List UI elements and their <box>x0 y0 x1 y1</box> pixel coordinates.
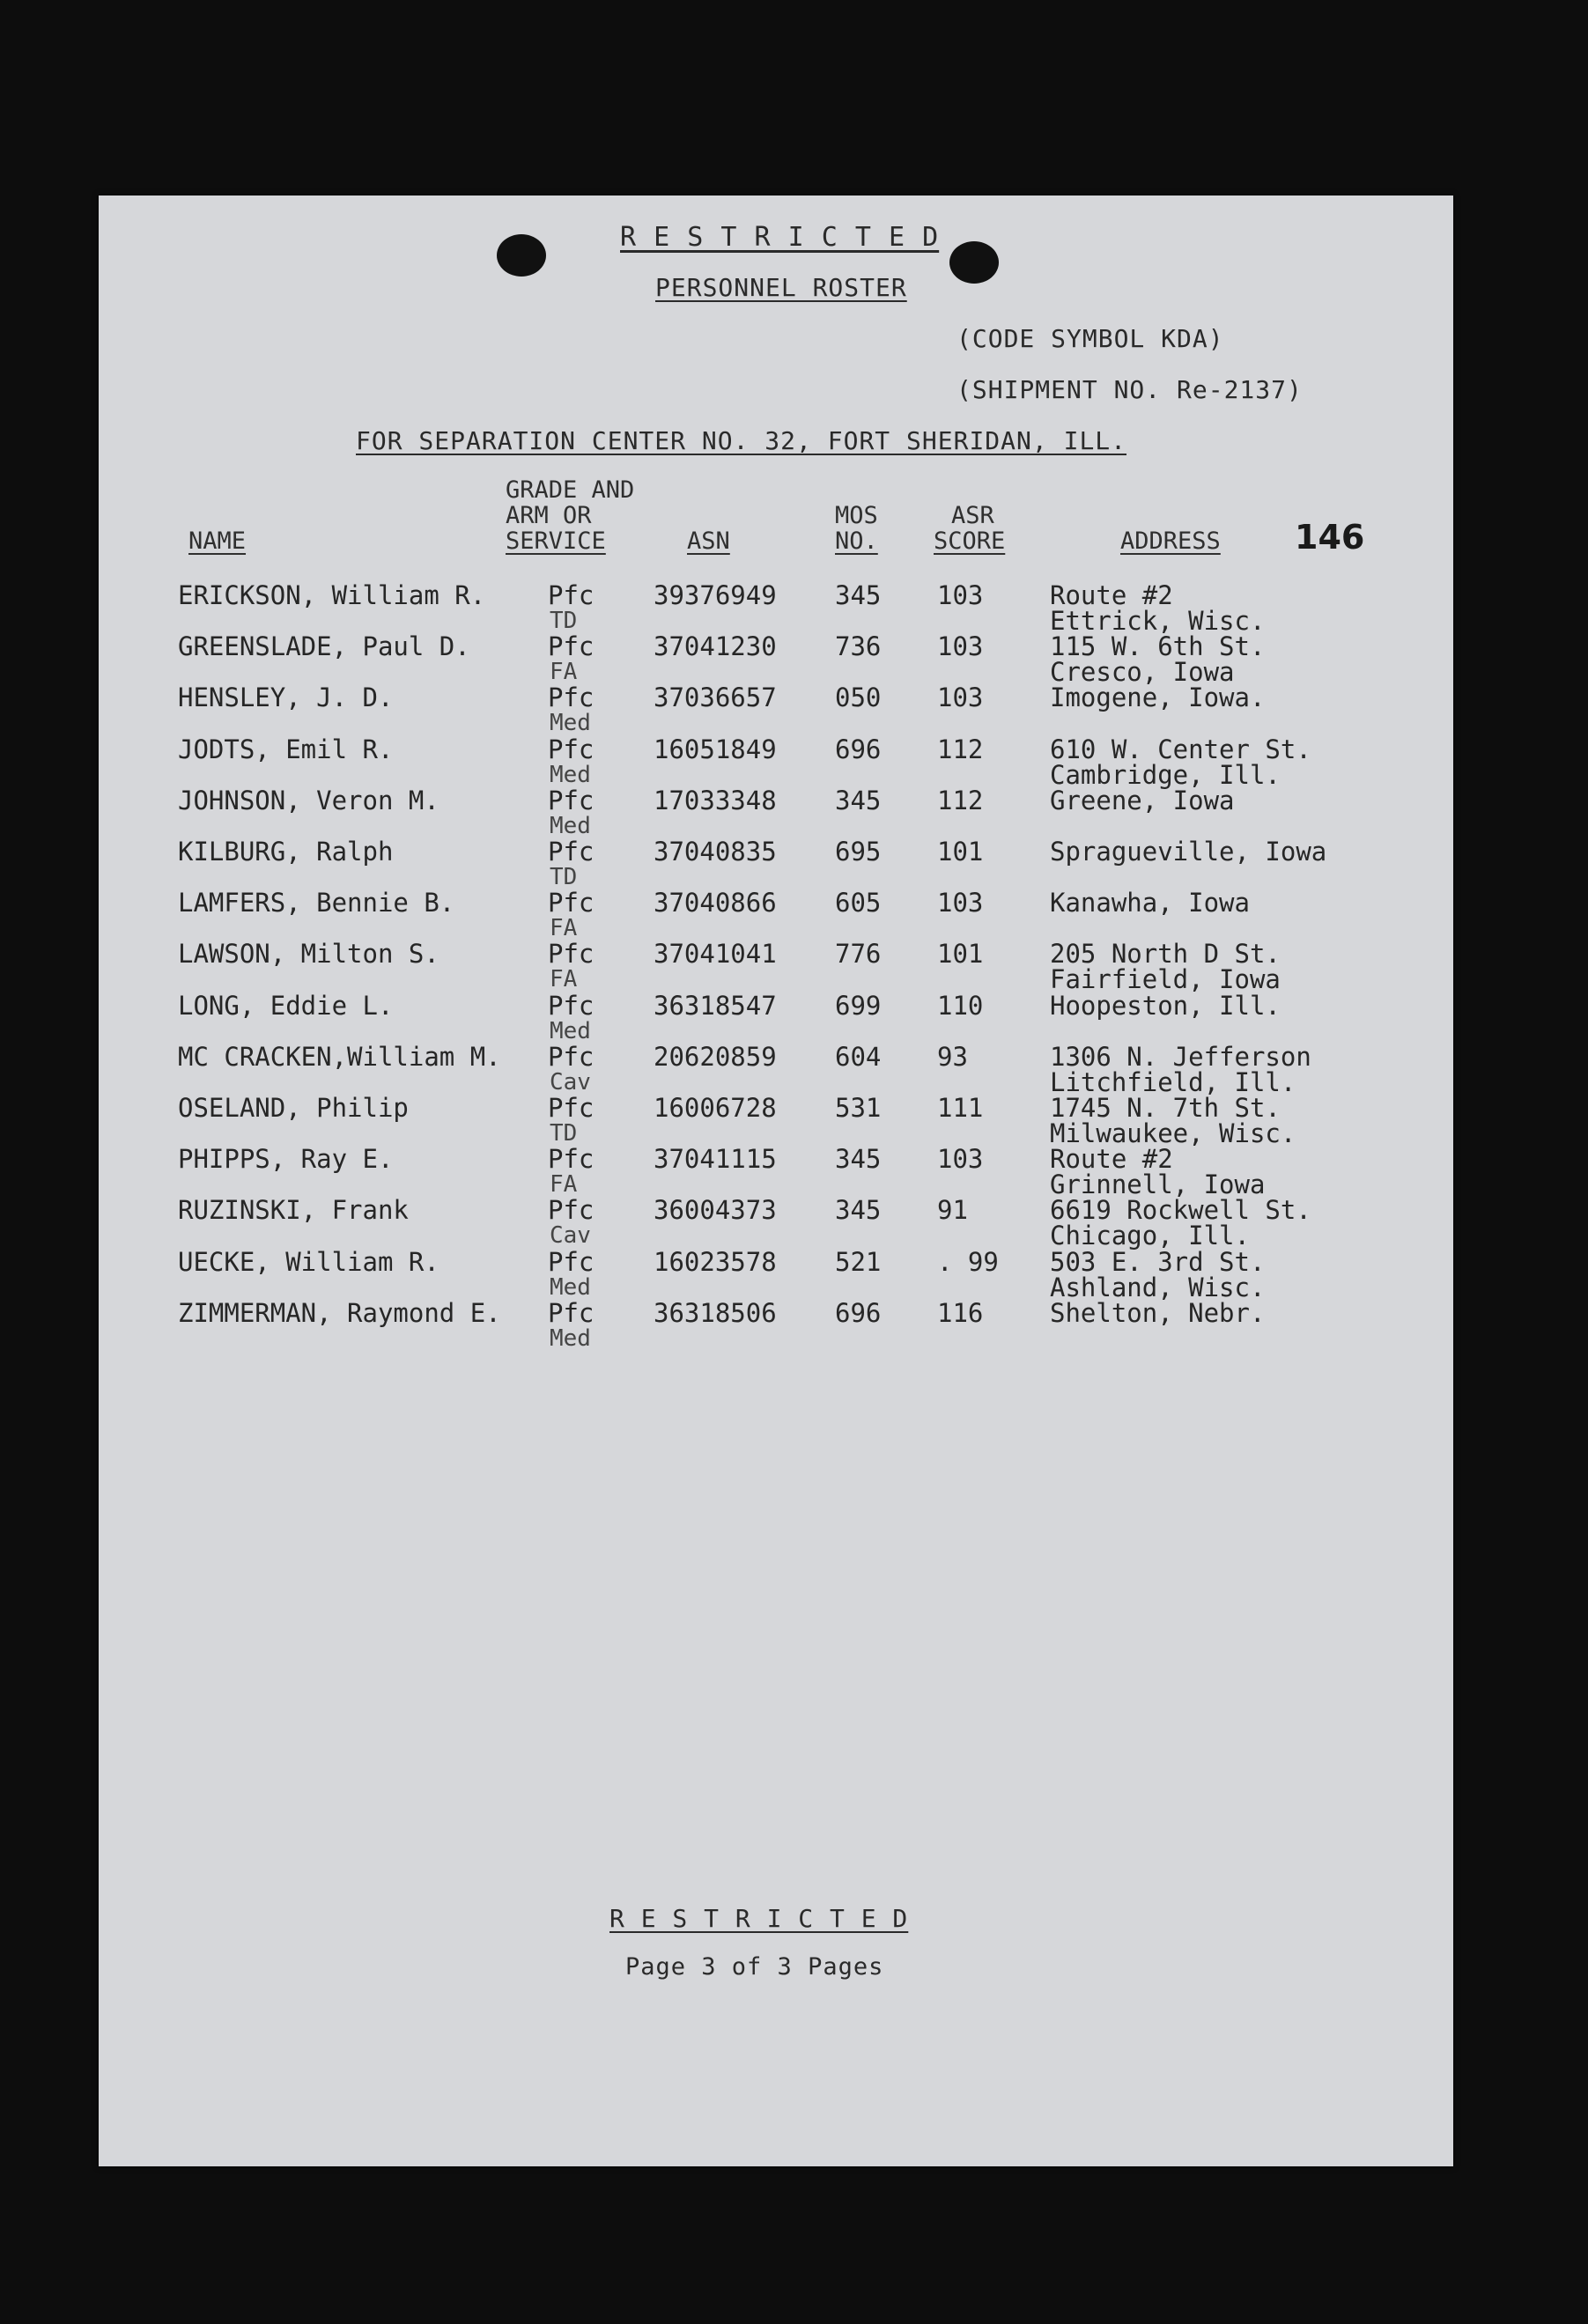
row-arm: FA <box>550 659 578 686</box>
row-arm: Cav <box>550 1068 591 1096</box>
row-address-line2: Milwaukee, Wisc. <box>1050 1118 1296 1148</box>
row-mos: 696 <box>835 734 882 764</box>
destination-line: FOR SEPARATION CENTER NO. 32, FORT SHERIDAN, ILL. <box>356 426 1127 455</box>
row-address-line1: 115 W. 6th St. <box>1050 631 1266 662</box>
row-name: GREENSLADE, Paul D. <box>178 631 470 662</box>
row-mos: 345 <box>835 785 882 815</box>
row-address-line1: Route #2 <box>1050 580 1173 610</box>
col-mos-line2: NO. <box>835 528 878 555</box>
restricted-header: R E S T R I C T E D <box>620 222 940 253</box>
row-address-line1: Shelton, Nebr. <box>1050 1297 1266 1328</box>
row-name: RUZINSKI, Frank <box>178 1195 409 1226</box>
row-name: PHIPPS, Ray E. <box>178 1144 394 1175</box>
row-address-line1: 503 E. 3rd St. <box>1050 1246 1266 1277</box>
row-score: 112 <box>937 785 984 815</box>
row-asn: 17033348 <box>654 785 777 815</box>
row-score: 116 <box>937 1297 984 1328</box>
row-name: ERICKSON, William R. <box>178 580 486 610</box>
row-arm: Med <box>550 812 591 839</box>
row-mos: 050 <box>835 682 882 713</box>
row-name: UECKE, William R. <box>178 1246 439 1277</box>
row-arm: Med <box>550 710 591 737</box>
row-arm: FA <box>550 966 578 993</box>
row-grade: Pfc <box>548 631 595 662</box>
row-score: 110 <box>937 990 984 1021</box>
row-asn: 20620859 <box>654 1041 777 1072</box>
row-address-line1: 610 W. Center St. <box>1050 734 1311 764</box>
row-asn: 37041230 <box>654 631 777 662</box>
row-grade: Pfc <box>548 785 595 815</box>
row-name: LAWSON, Milton S. <box>178 939 439 970</box>
row-name: JOHNSON, Veron M. <box>178 785 439 815</box>
row-name: JODTS, Emil R. <box>178 734 394 764</box>
row-grade: Pfc <box>548 580 595 610</box>
col-grade-line1: GRADE AND <box>506 476 635 504</box>
row-address-line2: Chicago, Ill. <box>1050 1221 1250 1251</box>
row-mos: 605 <box>835 888 882 919</box>
row-grade: Pfc <box>548 1297 595 1328</box>
row-grade: Pfc <box>548 1195 595 1226</box>
row-asn: 37036657 <box>654 682 777 713</box>
row-grade: Pfc <box>548 682 595 713</box>
row-asn: 36318547 <box>654 990 777 1021</box>
row-arm: TD <box>550 864 578 890</box>
col-grade-line3: SERVICE <box>506 528 606 555</box>
row-name: KILBURG, Ralph <box>178 837 394 867</box>
row-name: LAMFERS, Bennie B. <box>178 888 455 919</box>
row-arm: FA <box>550 1171 578 1199</box>
row-address-line1: 6619 Rockwell St. <box>1050 1195 1311 1226</box>
row-address-line1: Imogene, Iowa. <box>1050 682 1266 713</box>
row-grade: Pfc <box>548 1246 595 1277</box>
row-mos: 699 <box>835 990 882 1021</box>
row-mos: 345 <box>835 1195 882 1226</box>
row-address-line1: Greene, Iowa <box>1050 785 1235 815</box>
row-asn: 37041041 <box>654 939 777 970</box>
punch-hole-left <box>497 234 546 277</box>
row-asn: 16006728 <box>654 1093 777 1123</box>
col-grade-line2: ARM OR <box>506 502 592 529</box>
row-grade: Pfc <box>548 990 595 1021</box>
row-address-line2: Cambridge, Ill. <box>1050 759 1281 790</box>
row-score: 101 <box>937 939 984 970</box>
row-score: 103 <box>937 631 984 662</box>
row-address-line2: Ettrick, Wisc. <box>1050 606 1266 636</box>
row-asn: 36318506 <box>654 1297 777 1328</box>
row-arm: TD <box>550 608 578 634</box>
row-mos: 531 <box>835 1093 882 1123</box>
row-arm: TD <box>550 1120 578 1147</box>
row-arm: Med <box>550 1273 591 1301</box>
row-name: HENSLEY, J. D. <box>178 682 394 713</box>
row-mos: 776 <box>835 939 882 970</box>
row-grade: Pfc <box>548 1093 595 1123</box>
row-score: 112 <box>937 734 984 764</box>
row-name: LONG, Eddie L. <box>178 990 394 1021</box>
row-asn: 39376949 <box>654 580 777 610</box>
row-grade: Pfc <box>548 888 595 919</box>
row-score: 93 <box>937 1041 968 1072</box>
row-name: MC CRACKEN,William M. <box>178 1041 501 1072</box>
col-name: NAME <box>188 528 247 555</box>
row-asn: 37041115 <box>654 1144 777 1175</box>
row-mos: 345 <box>835 1144 882 1175</box>
row-grade: Pfc <box>548 939 595 970</box>
row-address-line1: Hoopeston, Ill. <box>1050 990 1281 1021</box>
page-info: Page 3 of 3 Pages <box>625 1953 884 1981</box>
row-mos: 736 <box>835 631 882 662</box>
row-address-line2: Ashland, Wisc. <box>1050 1272 1266 1302</box>
row-address-line1: 1745 N. 7th St. <box>1050 1093 1281 1123</box>
col-asr-line1: ASR <box>951 502 994 529</box>
row-asn: 16023578 <box>654 1246 777 1277</box>
row-asn: 16051849 <box>654 734 777 764</box>
row-asn: 36004373 <box>654 1195 777 1226</box>
row-grade: Pfc <box>548 1144 595 1175</box>
row-mos: 345 <box>835 580 882 610</box>
col-asn: ASN <box>687 528 730 555</box>
row-address-line2: Grinnell, Iowa <box>1050 1169 1266 1200</box>
row-score: 103 <box>937 1144 984 1175</box>
row-address-line2: Cresco, Iowa <box>1050 657 1235 688</box>
row-asn: 37040866 <box>654 888 777 919</box>
row-mos: 604 <box>835 1041 882 1072</box>
row-address-line1: Spragueville, Iowa <box>1050 837 1327 867</box>
code-symbol: (CODE SYMBOL KDA) <box>956 324 1224 353</box>
row-address-line2: Fairfield, Iowa <box>1050 964 1281 995</box>
row-score: 103 <box>937 682 984 713</box>
row-arm: Med <box>550 1324 591 1352</box>
row-arm: Cav <box>550 1222 591 1250</box>
page-stamp-number: 146 <box>1295 518 1365 557</box>
row-address-line1: Route #2 <box>1050 1144 1173 1175</box>
col-address: ADDRESS <box>1120 528 1221 555</box>
row-arm: FA <box>550 915 578 942</box>
row-score: 91 <box>937 1195 968 1226</box>
row-score: 101 <box>937 837 984 867</box>
col-asr-line2: SCORE <box>934 528 1006 555</box>
roster-page <box>99 196 1453 2166</box>
row-mos: 695 <box>835 837 882 867</box>
row-score: . 99 <box>937 1246 999 1277</box>
row-grade: Pfc <box>548 837 595 867</box>
row-arm: Med <box>550 761 591 788</box>
row-mos: 696 <box>835 1297 882 1328</box>
row-arm: Med <box>550 1017 591 1044</box>
row-grade: Pfc <box>548 734 595 764</box>
shipment-number: (SHIPMENT NO. Re-2137) <box>956 375 1303 404</box>
row-score: 111 <box>937 1093 984 1123</box>
row-name: OSELAND, Philip <box>178 1093 409 1123</box>
row-score: 103 <box>937 888 984 919</box>
row-address-line2: Litchfield, Ill. <box>1050 1066 1296 1097</box>
row-address-line1: 205 North D St. <box>1050 939 1281 970</box>
row-asn: 37040835 <box>654 837 777 867</box>
row-address-line1: 1306 N. Jefferson <box>1050 1041 1311 1072</box>
row-name: ZIMMERMAN, Raymond E. <box>178 1297 501 1328</box>
restricted-footer: R E S T R I C T E D <box>609 1904 909 1933</box>
row-grade: Pfc <box>548 1041 595 1072</box>
col-mos-line1: MOS <box>835 502 878 529</box>
punch-hole-right <box>949 241 999 284</box>
row-mos: 521 <box>835 1246 882 1277</box>
row-score: 103 <box>937 580 984 610</box>
row-address-line1: Kanawha, Iowa <box>1050 888 1250 919</box>
roster-title: PERSONNEL ROSTER <box>655 273 907 302</box>
